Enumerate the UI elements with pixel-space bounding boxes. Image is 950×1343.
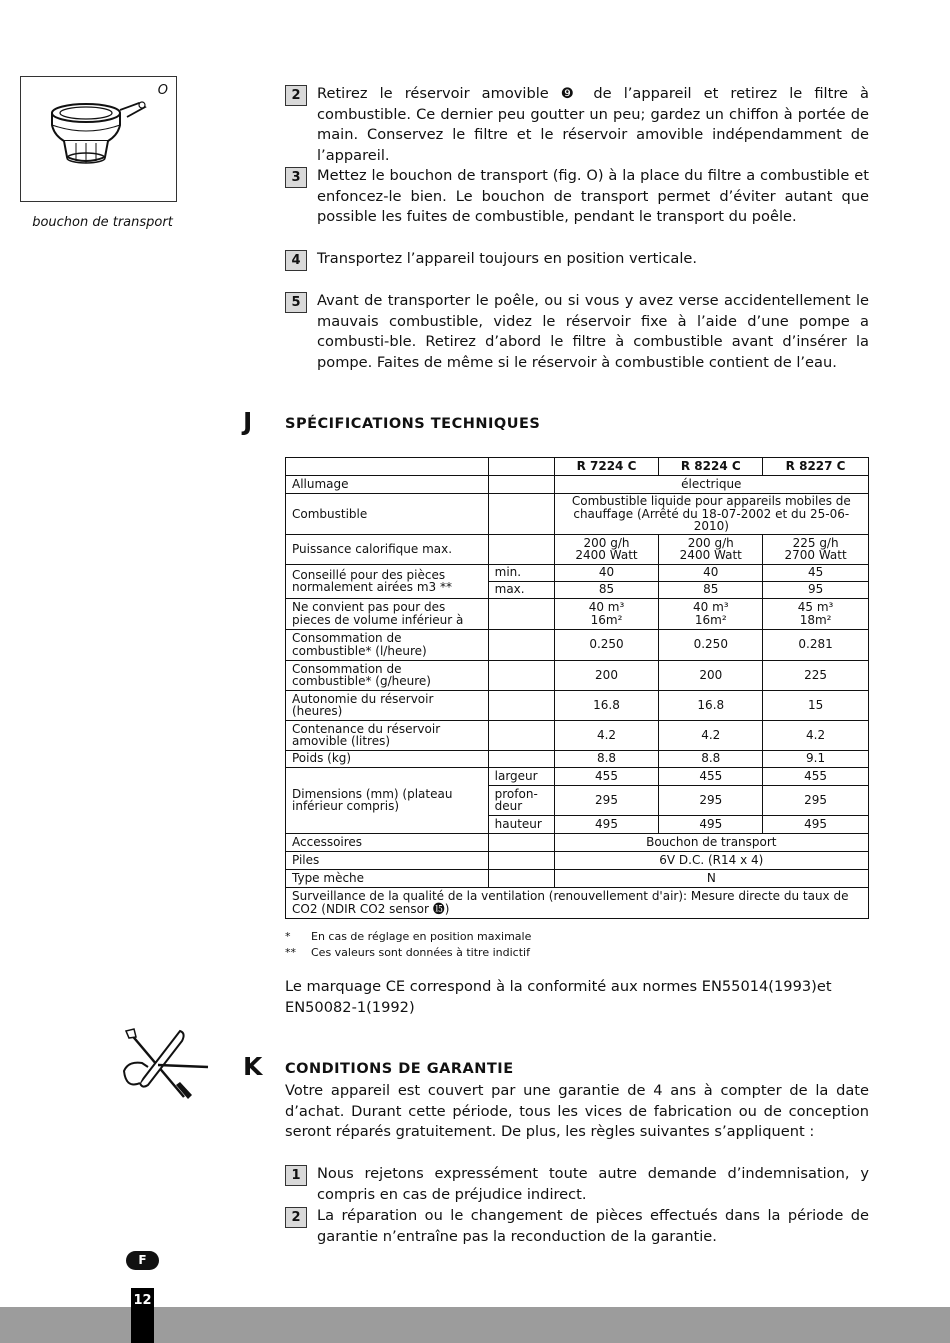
no-tools-icon: [118, 1027, 210, 1101]
table-cell: 9.1: [763, 750, 869, 767]
step-number: 4: [285, 250, 307, 271]
table-cell: [488, 494, 554, 535]
section-title-j: SPÉCIFICATIONS TECHNIQUES: [285, 416, 541, 432]
row-label: Consommation de combustible* (g/heure): [286, 660, 489, 690]
table-row: [286, 851, 869, 869]
row-label: Ne convient pas pour des pieces de volume inférieur à: [286, 598, 489, 629]
table-row: [286, 869, 869, 887]
section-letter-k: K: [243, 1052, 263, 1081]
row-label: Puissance calorifique max.: [286, 534, 489, 564]
row-label: Piles: [286, 851, 489, 869]
table-cell: [488, 458, 554, 476]
table-cell: [488, 476, 554, 494]
table-row: [286, 494, 869, 535]
model-header: R 7224 C: [554, 458, 659, 476]
table-cell: 40 m³ 16m²: [659, 598, 763, 629]
table-row: [286, 476, 869, 494]
row-label: Autonomie du réservoir (heures): [286, 690, 489, 720]
table-row: [286, 720, 869, 750]
table-cell: 0.250: [554, 629, 659, 660]
table-cell: 15: [763, 690, 869, 720]
table-cell: [488, 660, 554, 690]
table-cell: N: [554, 869, 868, 887]
table-row: [286, 629, 869, 660]
row-label: Consommation de combustible* (l/heure): [286, 629, 489, 660]
table-cell: 45: [763, 564, 869, 581]
table-cell: 200 g/h 2400 Watt: [659, 534, 763, 564]
row-label: Poids (kg): [286, 750, 489, 767]
table-cell: 295: [659, 785, 763, 815]
table-cell: 16.8: [659, 690, 763, 720]
table-cell: 4.2: [659, 720, 763, 750]
table-cell: 40: [659, 564, 763, 581]
table-row: [286, 750, 869, 767]
table-cell: [488, 750, 554, 767]
row-label: Contenance du réservoir amovible (litres): [286, 720, 489, 750]
step-text: Retirez le réservoir amovible ❾ de l’appareil et retirez le filtre à combustible. Ce dernier peu goutter un peu; gardez un chiffon à portée de main. Conservez le filtre et le réservoir amovible indépendamment de l’appareil.: [317, 85, 869, 165]
table-cell: [488, 720, 554, 750]
table-cell: [488, 833, 554, 851]
table-cell: 16.8: [554, 690, 659, 720]
table-cell: [488, 598, 554, 629]
step-3: [285, 166, 869, 228]
warranty-item-1: [285, 1164, 869, 1205]
step-text: Transportez l’appareil toujours en position verticale.: [317, 250, 697, 267]
step-number: 2: [285, 1207, 307, 1228]
step-text: Mettez le bouchon de transport (fig. O) à la place du filtre a combustible et enfoncez-le bien. Le bouchon de transport permet d’éviter autant que possible les fuites de combustible, pendant le transport du poêle.: [317, 167, 869, 226]
table-cell: électrique: [554, 476, 868, 494]
footnote: * En cas de réglage en position maximale: [285, 930, 532, 943]
specifications-table: [285, 457, 869, 919]
step-number: 1: [285, 1165, 307, 1186]
table-cell: 295: [763, 785, 869, 815]
table-cell: 455: [554, 767, 659, 785]
transport-plug-icon: [41, 95, 166, 195]
table-cell: 85: [659, 581, 763, 598]
warranty-item-2: [285, 1206, 869, 1247]
row-label: Accessoires: [286, 833, 489, 851]
table-cell: 8.8: [554, 750, 659, 767]
step-text: Avant de transporter le poêle, ou si vous y avez verse accidentellement le mauvais combustible, videz le réservoir fixe à l’aide d’une pompe a combusti-ble. Retirez d’abord le filtre à combustible avant d’insérer la pompe. Faites de même si le réservoir à combustible contient de l’eau.: [317, 292, 869, 372]
table-cell: [488, 851, 554, 869]
table-cell: 45 m³ 18m²: [763, 598, 869, 629]
section-letter-j: J: [243, 407, 253, 436]
language-badge: F: [126, 1251, 159, 1270]
step-2: [285, 84, 869, 167]
table-cell: 40 m³ 16m²: [554, 598, 659, 629]
table-row: [286, 458, 869, 476]
table-row: [286, 564, 869, 581]
step-text: Nous rejetons expressément toute autre demande d’indemnisation, y compris en cas de préjudice indirect.: [317, 1165, 869, 1203]
table-row: [286, 660, 869, 690]
table-cell: Combustible liquide pour appareils mobiles de chauffage (Arrêté du 18-07-2002 et du 25-06-2010): [554, 494, 868, 535]
step-text: La réparation ou le changement de pièces effectués dans la période de garantie n’entraîne pas la reconduction de la garantie.: [317, 1207, 869, 1245]
table-cell: 0.281: [763, 629, 869, 660]
table-cell: 200: [659, 660, 763, 690]
step-number: 2: [285, 85, 307, 106]
table-row: [286, 833, 869, 851]
table-cell: 4.2: [554, 720, 659, 750]
table-cell: 85: [554, 581, 659, 598]
row-label: Combustible: [286, 494, 489, 535]
table-cell: [286, 458, 489, 476]
table-row: [286, 598, 869, 629]
model-header: R 8224 C: [659, 458, 763, 476]
table-cell: 225 g/h 2700 Watt: [763, 534, 869, 564]
table-cell: 225: [763, 660, 869, 690]
table-cell: 455: [659, 767, 763, 785]
table-cell: 495: [554, 815, 659, 833]
table-row: [286, 690, 869, 720]
table-cell: 200 g/h 2400 Watt: [554, 534, 659, 564]
table-cell: [488, 869, 554, 887]
step-number: 3: [285, 167, 307, 188]
table-cell: 8.8: [659, 750, 763, 767]
warranty-intro: Votre appareil est couvert par une garantie de 4 ans à compter de la date d’achat. Durant cette période, tous les vices de fabrication ou de conception seront réparés gratuitement. De plus, les règles suivantes s’appliquent :: [285, 1082, 869, 1141]
section-title-k: CONDITIONS DE GARANTIE: [285, 1061, 514, 1077]
sub-label: hauteur: [488, 815, 554, 833]
footnotes: [285, 929, 531, 960]
table-cell: 40: [554, 564, 659, 581]
sub-label: min.: [488, 564, 554, 581]
table-cell: 0.250: [659, 629, 763, 660]
table-cell: [488, 534, 554, 564]
table-cell: 455: [763, 767, 869, 785]
row-label: Allumage: [286, 476, 489, 494]
table-row: [286, 767, 869, 785]
table-row: [286, 534, 869, 564]
step-number: 5: [285, 292, 307, 313]
page-number: 12: [131, 1288, 154, 1343]
figure-caption: bouchon de transport: [32, 215, 173, 230]
row-label: Dimensions (mm) (plateau inférieur compris): [286, 767, 489, 833]
table-cell: 200: [554, 660, 659, 690]
row-label: Type mèche: [286, 869, 489, 887]
table-cell: 4.2: [763, 720, 869, 750]
table-cell: [488, 629, 554, 660]
table-cell: [488, 690, 554, 720]
table-cell: 495: [659, 815, 763, 833]
table-cell: Bouchon de transport: [554, 833, 868, 851]
model-header: R 8227 C: [763, 458, 869, 476]
row-label: Conseillé pour des pièces normalement airées m3 **: [286, 564, 489, 598]
table-row: [286, 887, 869, 918]
table-cell: Surveillance de la qualité de la ventilation (renouvellement d'air): Mesure directe du taux de CO2 (NDIR CO2 sensor ⓯): [286, 887, 869, 918]
ce-marking-text: Le marquage CE correspond à la conformité aux normes EN55014(1993)et EN50082-1(1992): [285, 978, 832, 1016]
table-cell: 6V D.C. (R14 x 4): [554, 851, 868, 869]
sub-label: largeur: [488, 767, 554, 785]
table-cell: 295: [554, 785, 659, 815]
figure-letter: O: [157, 83, 168, 98]
sub-label: profon-deur: [488, 785, 554, 815]
step-5: [285, 291, 869, 374]
table-cell: 95: [763, 581, 869, 598]
table-cell: 495: [763, 815, 869, 833]
sub-label: max.: [488, 581, 554, 598]
step-4: [285, 249, 869, 270]
figure-o-box: [20, 76, 177, 202]
footnote: ** Ces valeurs sont données à titre indictif: [285, 945, 530, 959]
